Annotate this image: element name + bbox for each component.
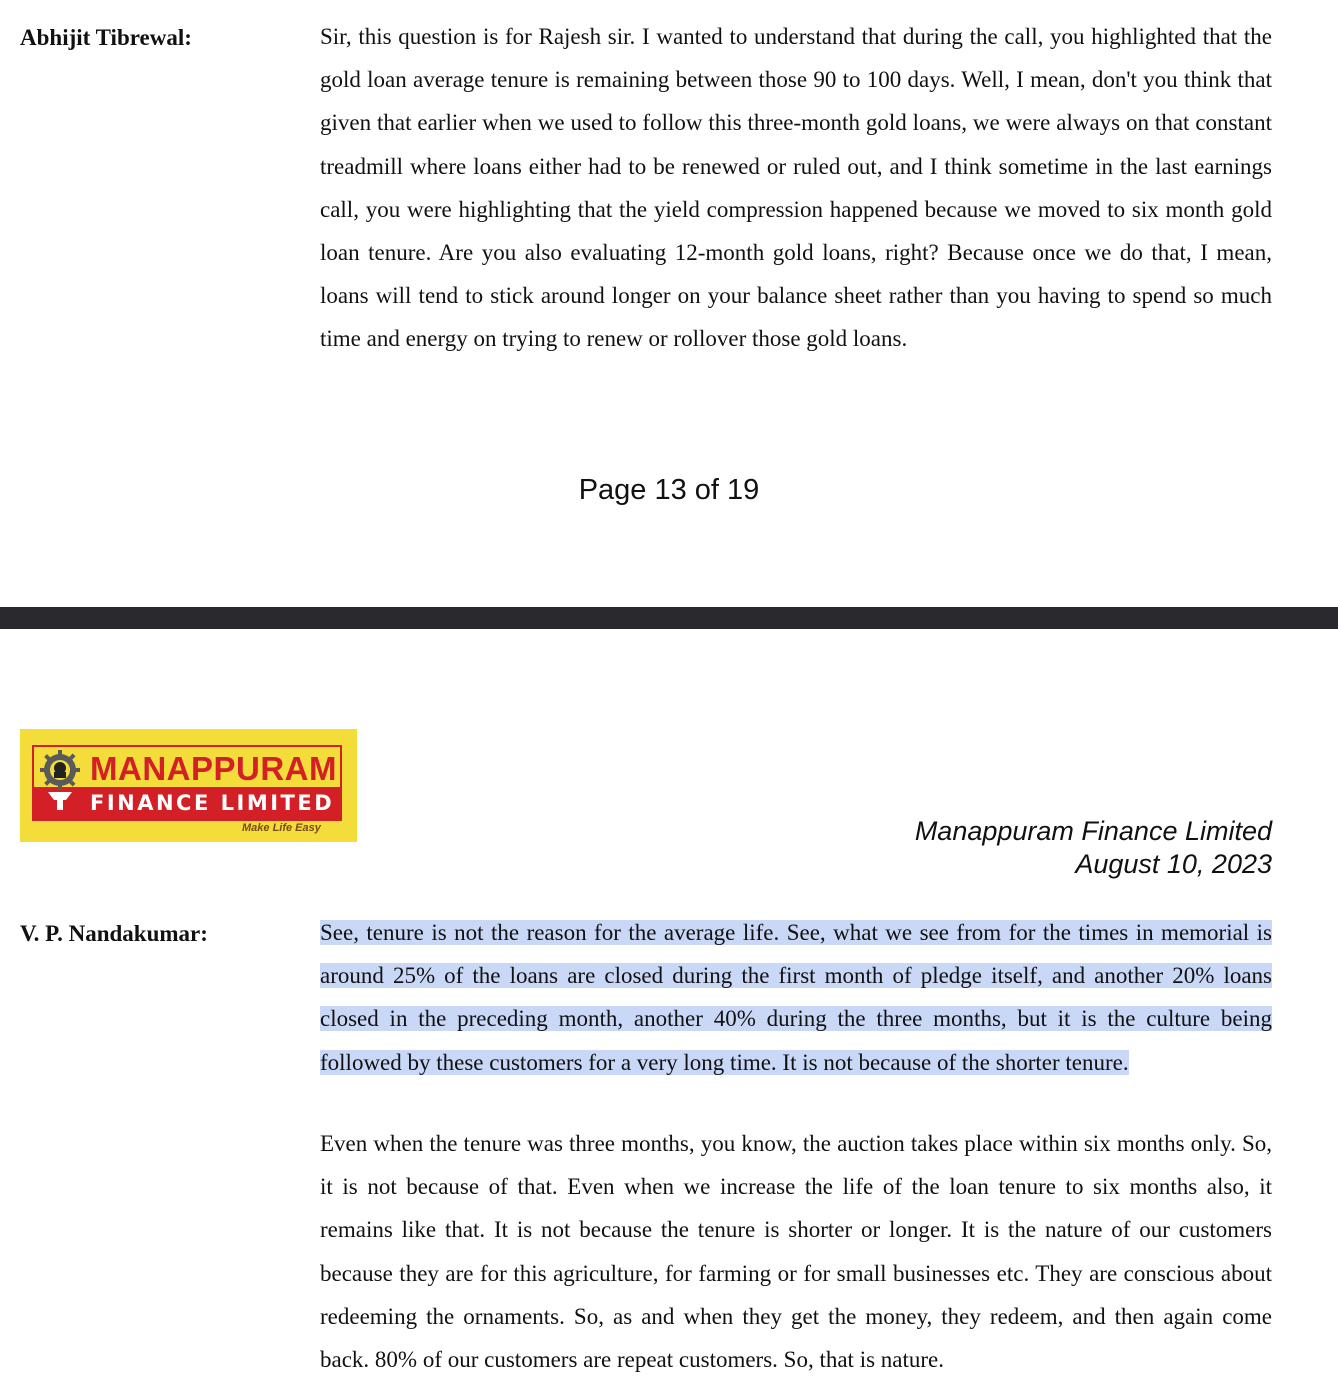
company-logo	[20, 729, 357, 842]
question-paragraph: Sir, this question is for Rajesh sir. I wanted to understand that during the call, you highlighted that the gold loan average tenure is remaining between those 90 to 100 days. Well, I mean, don't you think that given that earlier when we used to follow this three-month gold loans, we were always on that constant treadmill where loans either had to be renewed or ruled out, and I think sometime in the last earnings call, you were highlighting that the yield compression happened because we moved to six month gold loan tenure. Are you also evaluating 12-month gold loans, right? Because once we do that, I mean, loans will tend to stick around longer on your balance sheet rather than you having to spend so much time and energy on trying to renew or rollover those gold loans.	[320, 24, 1272, 352]
speaker-name: V. P. Nandakumar:	[20, 921, 208, 946]
logo-tagline: Make Life Easy	[242, 822, 321, 834]
answer-highlighted-paragraph[interactable]	[320, 911, 1272, 1084]
highlighted-text[interactable]: See, tenure is not the reason for the average life. See, what we see from for the times in memorial is around 25% of the loans are closed during the first month of pledge itself, and another 20% loans closed in the preceding month, another 40% during the three months, but it is the culture being followed by these customers for a very long time. It is not because of the shorter tenure.	[320, 920, 1272, 1075]
document-header	[915, 815, 1272, 881]
page-number: Page 13 of 19	[578, 474, 760, 506]
answer-paragraph: Even when the tenure was three months, you know, the auction takes place within six months only. So, it is not because of that. Even when we increase the life of the loan tenure to six months also, it remains like that. It is not because the tenure is shorter or longer. It is the nature of our customers because they are for this agriculture, for farming or for small businesses etc. They are conscious about redeeming the ornaments. So, as and when they get the money, they redeem, and then again come back. 80% of our customers are repeat customers. So, that is nature.	[320, 1131, 1272, 1373]
speaker-name: Abhijit Tibrewal:	[20, 25, 192, 50]
logo-name: MANAPPURAM	[90, 750, 337, 787]
emblem-icon	[38, 750, 82, 814]
header-company: Manappuram Finance Limited	[914, 816, 1272, 846]
logo-subtitle: FINANCE LIMITED	[90, 791, 335, 815]
page-divider	[0, 607, 1338, 629]
header-date: August 10, 2023	[1075, 849, 1272, 879]
